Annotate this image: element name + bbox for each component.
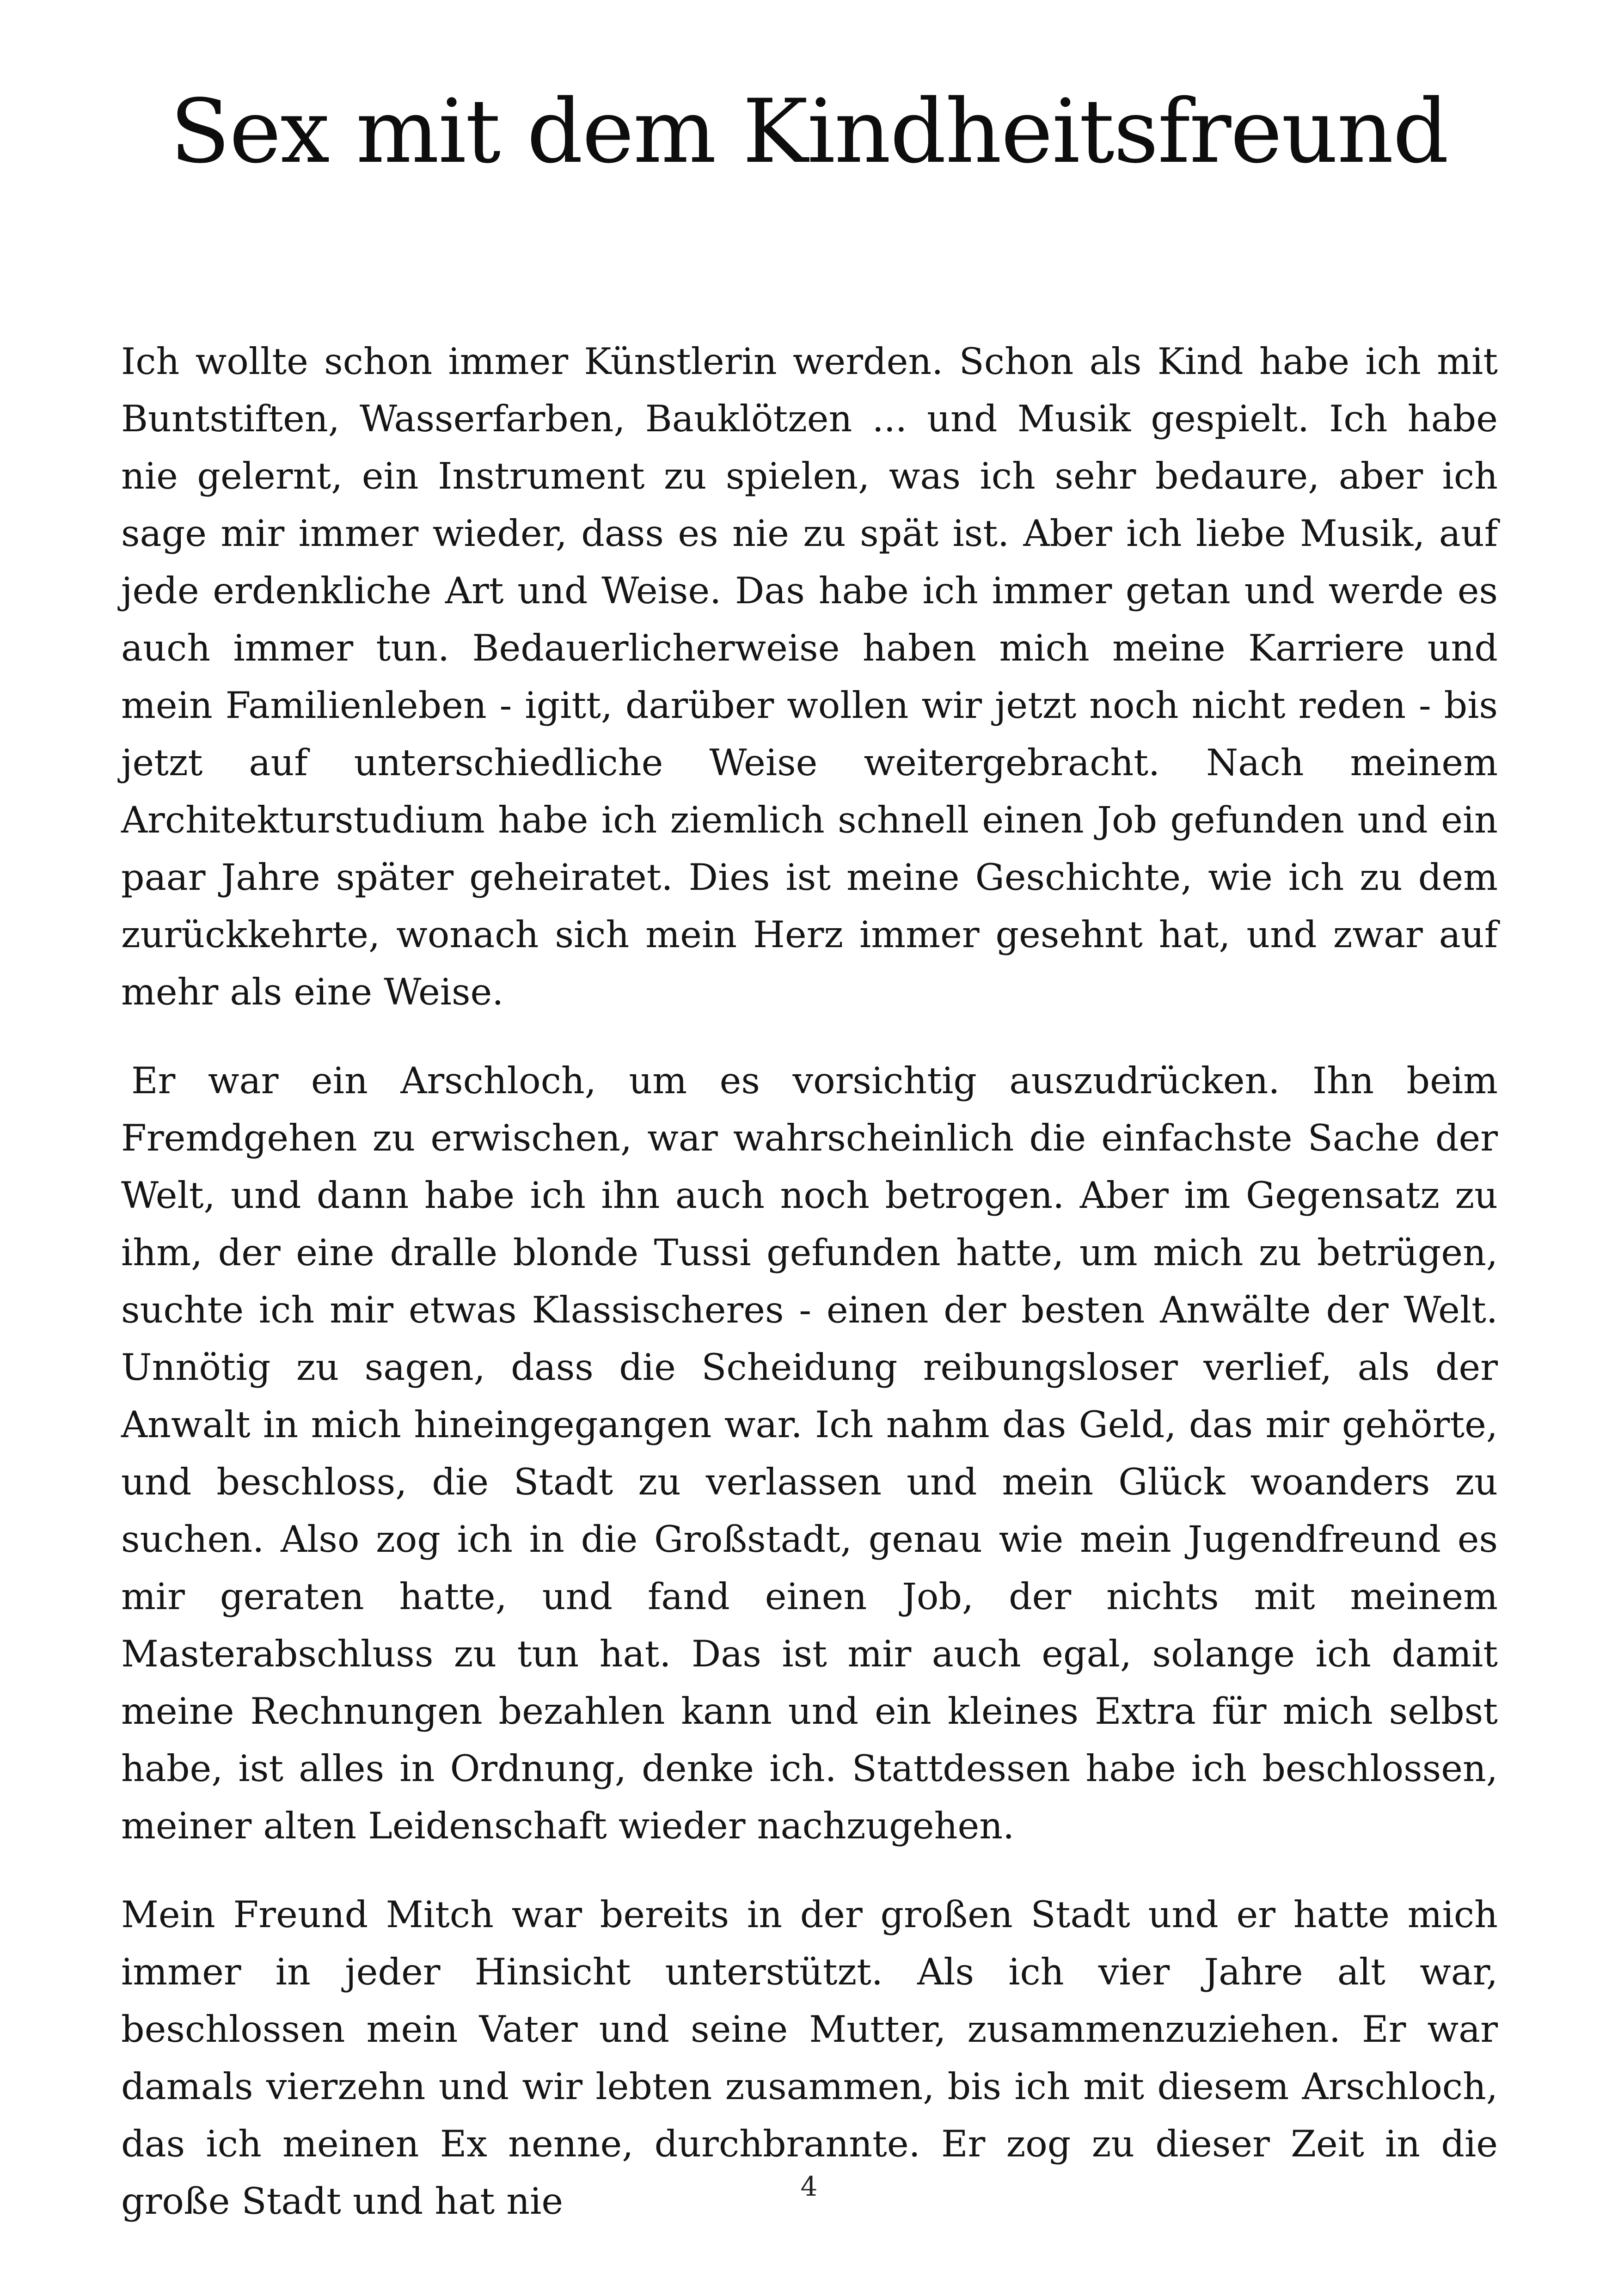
paragraph-2: Er war ein Arschloch, um es vorsichtig auszudrücken. Ihn beim Fremdgehen zu erwischen, war wahrscheinlich die einfachste Sache der Welt, und dann habe ich ihn auch noch betrogen. Aber im Gegensatz zu ihm, der eine dralle blonde Tussi gefunden hatte, um mich zu betrügen, suchte ich mir etwas Klassischeres - einen der besten Anwälte der Welt. Unnötig zu sagen, dass die Scheidung reibungsloser verlief, als der Anwalt in mich hineingegangen war. Ich nahm das Geld, das mir gehörte, und beschloss, die Stadt zu verlassen und mein Glück woanders zu suchen. Also zog ich in die Großstadt, genau wie mein Jugendfreund es mir geraten hatte, und fand einen Job, der nichts mit meinem Masterabschluss zu tun hat. Das ist mir auch egal, solange ich damit meine Rechnungen bezahlen kann und ein kleines Extra für mich selbst habe, ist alles in Ordnung, denke ich. Stattdessen habe ich beschlossen, meiner alten Leidenschaft wieder nachzugehen. <box>121 1059 1498 1847</box>
document-title: Sex mit dem Kindheitsfreund <box>170 80 1448 183</box>
document-body <box>121 333 1498 2261</box>
page-number: 4 <box>800 2171 818 2202</box>
paragraph-1: Ich wollte schon immer Künstlerin werden. Schon als Kind habe ich mit Buntstiften, Wasserfarben, Bauklötzen ... und Musik gespielt. Ich habe nie gelernt, ein Instrument zu spielen, was ich sehr bedaure, aber ich sage mir immer wieder, dass es nie zu spät ist. Aber ich liebe Musik, auf jede erdenkliche Art und Weise. Das habe ich immer getan und werde es auch immer tun. Bedauerlicherweise haben mich meine Karriere und mein Familienleben - igitt, darüber wollen wir jetzt noch nicht reden - bis jetzt auf unterschiedliche Weise weitergebracht. Nach meinem Architekturstudium habe ich ziemlich schnell einen Job gefunden und ein paar Jahre später geheiratet. Dies ist meine Geschichte, wie ich zu dem zurückkehrte, wonach sich mein Herz immer gesehnt hat, und zwar auf mehr als eine Weise. <box>121 340 1498 1013</box>
paragraph-3: Mein Freund Mitch war bereits in der großen Stadt und er hatte mich immer in jeder Hinsicht unterstützt. Als ich vier Jahre alt war, beschlossen mein Vater und seine Mutter, zusammenzuziehen. Er war damals vierzehn und wir lebten zusammen, bis ich mit diesem Arschloch, das ich meinen Ex nenne, durchbrannte. Er zog zu dieser Zeit in die große Stadt und hat nie <box>121 1893 1498 2223</box>
